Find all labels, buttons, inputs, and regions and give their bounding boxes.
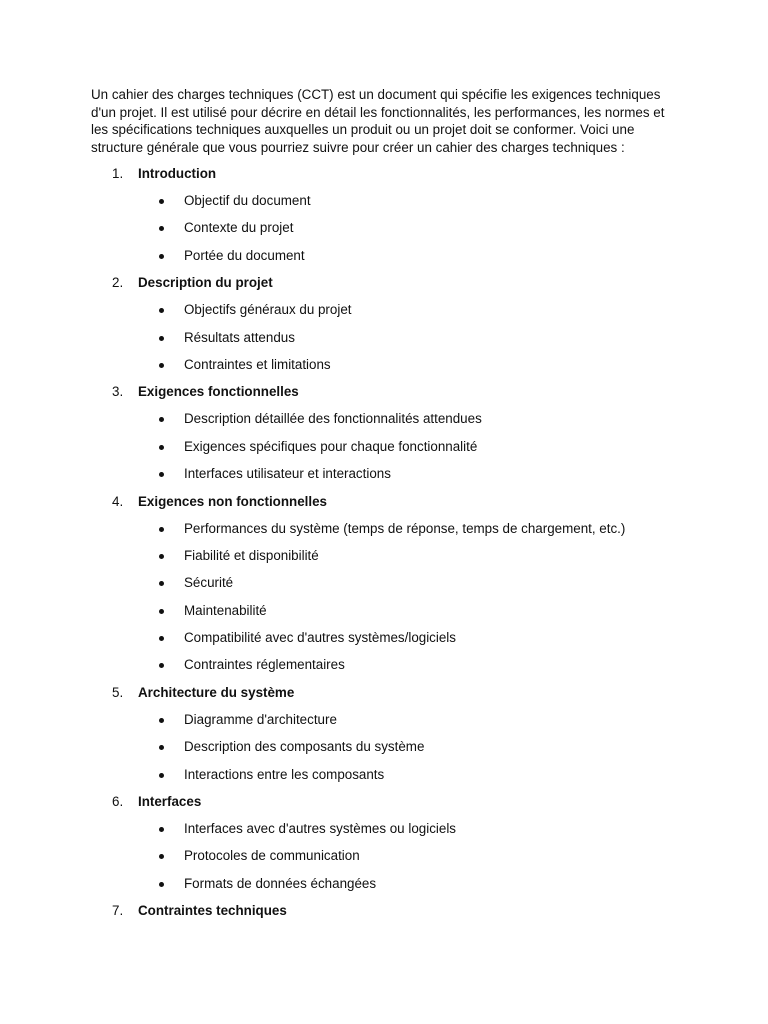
bullet-icon	[159, 882, 164, 887]
list-item-text: Description des composants du système	[184, 739, 425, 755]
list-item-text: Maintenabilité	[184, 602, 267, 618]
section-7	[0, 901, 768, 921]
bullet-icon	[159, 363, 164, 368]
list-item	[0, 519, 768, 539]
bullet-icon	[159, 199, 164, 204]
section-title: Interfaces	[138, 794, 202, 810]
section-number: 6.	[112, 794, 124, 810]
list-item	[0, 300, 768, 320]
section-heading	[0, 683, 768, 703]
section-title: Exigences fonctionnelles	[138, 384, 299, 400]
list-item	[0, 601, 768, 621]
list-item	[0, 464, 768, 484]
bullet-icon	[159, 827, 164, 832]
section-number: 3.	[112, 384, 124, 400]
list-item	[0, 409, 768, 429]
bullet-icon	[159, 445, 164, 450]
list-item-text: Diagramme d'architecture	[184, 711, 337, 727]
section-4	[0, 492, 768, 676]
section-title: Exigences non fonctionnelles	[138, 493, 327, 509]
list-item-text: Contraintes et limitations	[184, 356, 331, 372]
section-6	[0, 792, 768, 894]
section-number: 1.	[112, 166, 124, 181]
bullet-list	[0, 710, 768, 785]
bullet-icon	[159, 581, 164, 586]
list-item-text: Compatibilité avec d'autres systèmes/logiciels	[184, 630, 456, 646]
bullet-list	[0, 519, 768, 676]
list-item	[0, 191, 768, 211]
section-number: 7.	[112, 903, 124, 919]
list-item	[0, 355, 768, 375]
bullet-list	[0, 409, 768, 484]
bullet-icon	[159, 609, 164, 614]
bullet-icon	[159, 773, 164, 778]
bullet-icon	[159, 254, 164, 259]
list-item	[0, 655, 768, 675]
bullet-icon	[159, 854, 164, 859]
list-item	[0, 765, 768, 785]
list-item-text: Performances du système (temps de réponse, temps de chargement, etc.)	[184, 520, 626, 536]
bullet-icon	[159, 636, 164, 641]
bullet-list	[0, 191, 768, 266]
section-3	[0, 382, 768, 484]
list-item	[0, 846, 768, 866]
section-heading	[0, 273, 768, 293]
bullet-list	[0, 300, 768, 375]
section-number: 5.	[112, 684, 124, 700]
section-heading	[0, 382, 768, 402]
list-item-text: Description détaillée des fonctionnalités attendues	[184, 411, 482, 427]
section-number: 2.	[112, 275, 124, 291]
list-item-text: Objectifs généraux du projet	[184, 302, 352, 318]
list-item-text: Contexte du projet	[184, 220, 294, 236]
bullet-icon	[159, 554, 164, 559]
bullet-icon	[159, 226, 164, 231]
list-item-text: Contraintes réglementaires	[184, 657, 345, 673]
list-item	[0, 710, 768, 730]
section-heading	[0, 164, 768, 184]
list-item	[0, 573, 768, 593]
list-item-text: Formats de données échangées	[184, 875, 377, 891]
section-number: 4.	[112, 493, 124, 509]
list-item	[0, 628, 768, 648]
bullet-icon	[159, 527, 164, 532]
list-item	[0, 246, 768, 266]
section-1	[0, 164, 768, 266]
list-item	[0, 874, 768, 894]
list-item	[0, 218, 768, 238]
list-item-text: Résultats attendus	[184, 329, 295, 345]
list-item	[0, 737, 768, 757]
bullet-icon	[159, 336, 164, 341]
section-heading	[0, 792, 768, 812]
list-item	[0, 328, 768, 348]
list-item-text: Protocoles de communication	[184, 848, 360, 864]
list-item	[0, 819, 768, 839]
section-2	[0, 273, 768, 375]
bullet-icon	[159, 663, 164, 668]
list-item-text: Interfaces avec d'autres systèmes ou logiciels	[184, 821, 456, 837]
list-item-text: Portée du document	[184, 247, 305, 263]
bullet-icon	[159, 718, 164, 723]
bullet-icon	[159, 472, 164, 477]
bullet-icon	[159, 417, 164, 422]
list-item-text: Objectif du document	[184, 193, 311, 208]
bullet-list	[0, 819, 768, 894]
intro-paragraph: Un cahier des charges techniques (CCT) est un document qui spécifie les exigences techniques d'un projet. Il est utilisé pour décrire en détail les fonctionnalités, les performances, les normes et les spécifications techniques auxquelles un produit ou un projet doit se conformer. Voici une structure générale que vous pourriez suivre pour créer un cahier des charges techniques :	[91, 87, 665, 155]
list-item-text: Interfaces utilisateur et interactions	[184, 466, 391, 482]
list-item-text: Fiabilité et disponibilité	[184, 547, 319, 563]
section-title: Contraintes techniques	[138, 903, 287, 919]
bullet-icon	[159, 308, 164, 313]
list-item-text: Sécurité	[184, 575, 234, 591]
list-item	[0, 546, 768, 566]
section-title: Introduction	[138, 166, 217, 181]
section-5	[0, 683, 768, 785]
section-list	[0, 164, 768, 928]
section-title: Architecture du système	[138, 684, 295, 700]
bullet-icon	[159, 745, 164, 750]
section-heading	[0, 901, 768, 921]
list-item-text: Interactions entre les composants	[184, 766, 385, 782]
list-item	[0, 437, 768, 457]
section-title: Description du projet	[138, 275, 273, 291]
section-heading	[0, 492, 768, 512]
list-item-text: Exigences spécifiques pour chaque fonctionnalité	[184, 438, 478, 454]
